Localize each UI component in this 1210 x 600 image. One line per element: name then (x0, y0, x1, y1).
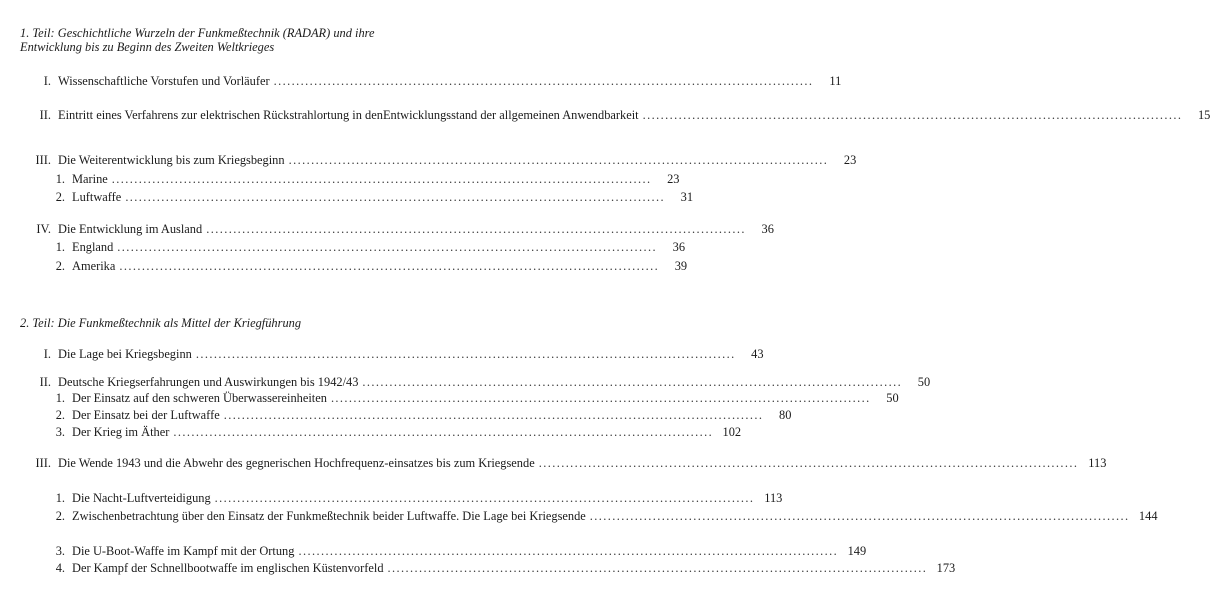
section-title: Die U-Boot-Waffe im Kampf mit der Ortung (72, 544, 295, 558)
toc-entry-section (20, 491, 783, 506)
chapter-title: Die Wende 1943 und die Abwehr des gegnerischen Hochfrequenz- (58, 456, 389, 470)
page-number: 36 (761, 222, 774, 236)
chapter-number: I. (43, 347, 51, 361)
toc-entry-section (20, 561, 956, 576)
toc-entry-chapter (20, 347, 764, 362)
section-title: Der Krieg im Äther (72, 425, 170, 439)
dot-leader: ........................................................................................................................ (298, 544, 839, 558)
chapter-number: II. (39, 375, 51, 389)
page-number: 80 (779, 408, 792, 422)
part-1-heading (20, 26, 472, 54)
page-number: 15 (1197, 108, 1210, 122)
toc-entry-section (20, 544, 867, 559)
section-title-continued: der Luftwaffe. Die Lage bei Kriegsende (387, 509, 586, 523)
page-number: 43 (751, 347, 764, 361)
dot-leader: ........................................................................................................................ (362, 375, 903, 389)
toc-entry-chapter (20, 375, 931, 390)
section-title: Zwischenbetrachtung über den Einsatz der Funkmeßtechnik bei (72, 509, 388, 523)
section-title: Amerika (72, 259, 116, 273)
section-title: Luftwaffe (72, 190, 122, 204)
chapter-title: Die Entwicklung im Ausland (58, 222, 203, 236)
dot-leader: ........................................................................................................................ (330, 391, 871, 405)
page-number: 113 (1088, 456, 1107, 470)
chapter-title: Wissenschaftliche Vorstufen und Vorläufer (58, 74, 270, 88)
page-number: 39 (674, 259, 688, 273)
chapter-title: Die Weiterentwicklung bis zum Kriegsbeginn (58, 153, 285, 167)
section-number: 1. (55, 172, 65, 186)
dot-leader: ........................................................................................................................ (111, 172, 652, 186)
section-number: 3. (55, 425, 65, 439)
dot-leader: ........................................................................................................................ (642, 108, 1183, 122)
section-title: England (72, 240, 114, 254)
dot-leader: ........................................................................................................................ (589, 509, 1130, 523)
page-number: 11 (829, 74, 842, 88)
chapter-title: Die Lage bei Kriegsbeginn (58, 347, 192, 361)
chapter-title: Deutsche Kriegserfahrungen und Auswirkungen bis 1942/43 (58, 375, 359, 389)
section-title: Der Einsatz auf den schweren Überwassereinheiten (72, 391, 327, 405)
chapter-number: II. (39, 108, 51, 122)
dot-leader: ........................................................................................................................ (206, 222, 746, 236)
section-number: 2. (55, 259, 65, 273)
section-number: 1. (55, 391, 65, 405)
dot-leader: ........................................................................................................................ (173, 425, 714, 439)
part-2-heading (20, 316, 472, 330)
page-number: 50 (886, 391, 899, 405)
chapter-number: III. (35, 456, 51, 470)
toc-entry-section (20, 240, 686, 255)
toc-entry-section (20, 190, 694, 205)
page-number: 102 (722, 425, 742, 439)
section-number: 2. (55, 408, 65, 422)
dot-leader: ........................................................................................................................ (117, 240, 658, 254)
chapter-number: IV. (36, 222, 51, 236)
section-number: 1. (55, 491, 65, 505)
part-2-heading-line-1: 2. Teil: Die Funkmeßtechnik als Mittel der Kriegführung (20, 316, 302, 330)
part-1-heading-line-1: 1. Teil: Geschichtliche Wurzeln der Funkmeßtechnik (RADAR) und ihre (20, 26, 375, 40)
dot-leader: ........................................................................................................................ (214, 491, 755, 505)
dot-leader: ........................................................................................................................ (273, 74, 814, 88)
chapter-number: III. (35, 153, 51, 167)
page-number: 23 (843, 153, 857, 167)
toc-entry-section (20, 408, 792, 423)
dot-leader: ........................................................................................................................ (538, 456, 1079, 470)
page-number: 31 (680, 190, 694, 204)
toc-entry-chapter (20, 222, 774, 237)
dot-leader: ........................................................................................................................ (125, 190, 666, 204)
chapter-number: I. (43, 74, 51, 88)
dot-leader: ........................................................................................................................ (223, 408, 764, 422)
chapter-title-continued: Entwicklungsstand der allgemeinen Anwendbarkeit (382, 108, 639, 122)
page-number: 173 (936, 561, 956, 575)
dot-leader: ........................................................................................................................ (387, 561, 928, 575)
dot-leader: ........................................................................................................................ (195, 347, 736, 361)
page-number: 144 (1138, 509, 1158, 523)
toc-entry-section (20, 172, 680, 187)
page-number: 149 (847, 544, 867, 558)
toc-entry-chapter (20, 74, 842, 89)
section-number: 4. (55, 561, 65, 575)
chapter-title: Eintritt eines Verfahrens zur elektrischen Rückstrahlortung in den (58, 108, 383, 122)
section-number: 3. (55, 544, 65, 558)
toc-entry-section (20, 391, 899, 406)
section-title: Die Nacht-Luftverteidigung (72, 491, 211, 505)
toc-entry-chapter (20, 153, 857, 168)
section-title: Der Einsatz bei der Luftwaffe (72, 408, 220, 422)
toc-entry-section (20, 425, 742, 440)
page-number: 23 (667, 172, 680, 186)
section-title: Der Kampf der Schnellbootwaffe im englischen Küstenvorfeld (72, 561, 384, 575)
section-number: 2. (55, 190, 65, 204)
page-number: 113 (764, 491, 783, 505)
page-number: 36 (672, 240, 686, 254)
chapter-title-continued: einsatzes bis zum Kriegsende (388, 456, 535, 470)
page-number: 50 (917, 375, 931, 389)
dot-leader: ........................................................................................................................ (288, 153, 829, 167)
section-number: 2. (55, 509, 65, 523)
section-title: Marine (72, 172, 108, 186)
part-1-heading-line-2: Entwicklung bis zu Beginn des Zweiten Weltkrieges (20, 40, 275, 54)
toc-entry-section (20, 259, 688, 274)
section-number: 1. (55, 240, 65, 254)
dot-leader: ........................................................................................................................ (119, 259, 660, 273)
